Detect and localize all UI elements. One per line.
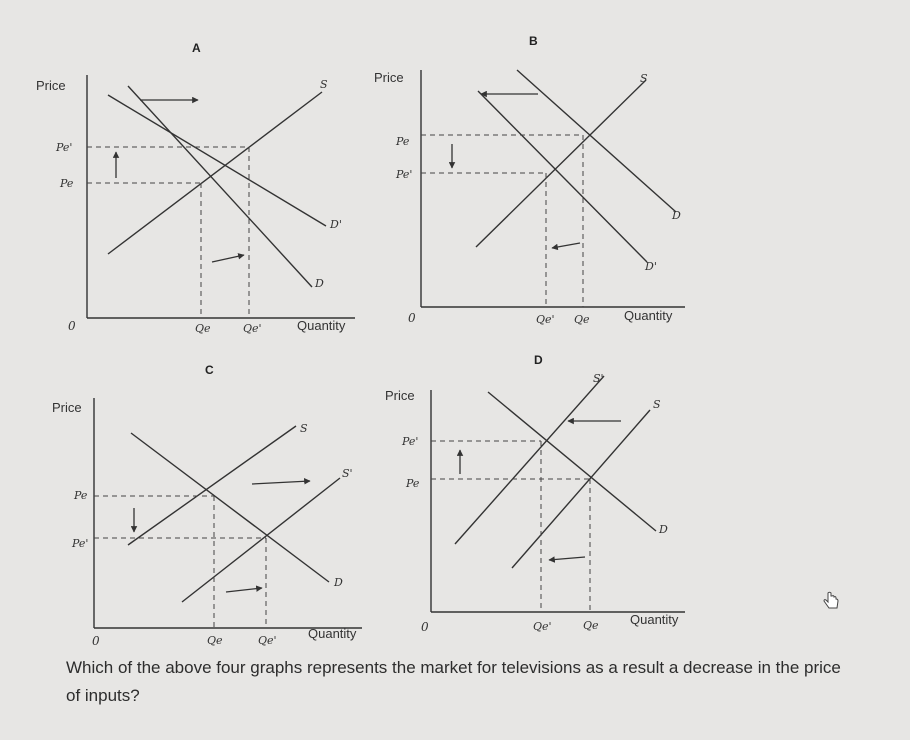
demand-curve-old-b [517,70,676,212]
supply-curve-old-d [512,410,650,568]
quantity-axis-label-a: Quantity [297,318,346,333]
demand-curve-c [131,433,329,582]
demand-curve-new-a [108,95,326,226]
price-label-lower-d: Pe [406,477,420,490]
supply-label-a: S [320,78,328,91]
demand-curve-old-a [128,86,312,287]
supply-label-b: S [640,72,648,85]
demand-label-d: D [659,523,668,536]
price-label-upper-d: Pe' [402,435,419,448]
quantity-label-right-c: Qe' [258,634,277,647]
price-label-lower-b: Pe' [396,168,413,181]
quantity-arrow-b [552,243,580,248]
demand-label-old-a: D [315,277,324,290]
supply-label-new-c: S' [342,467,353,480]
graph-c [52,363,362,648]
demand-label-new-a: D' [330,218,342,231]
price-axis-label-a: Price [36,78,66,93]
price-axis-label-d: Price [385,388,415,403]
quantity-arrow-c [226,588,262,592]
quantity-axis-label-d: Quantity [630,612,679,627]
demand-curve-new-b [478,91,647,262]
price-label-upper-a: Pe' [56,141,73,154]
graph-title-a: A [192,41,201,55]
quantity-label-right-b: Qe [574,313,590,326]
demand-label-old-b: D [672,209,681,222]
quantity-label-left-a: Qe [195,322,211,335]
quantity-label-left-c: Qe [207,634,223,647]
graph-a [36,41,355,335]
supply-label-old-d: S [653,398,661,411]
supply-curve-new-d [455,376,604,544]
hand-pointer-icon [820,590,842,618]
question-text: Which of the above four graphs represents the market for televisions as a result a decrease in the price of inputs? [66,658,841,705]
supply-curve-a [108,92,322,254]
price-axis-label-c: Price [52,400,82,415]
graph-b [374,34,685,326]
price-label-upper-b: Pe [396,135,410,148]
quantity-label-left-d: Qe' [533,620,552,633]
price-label-upper-c: Pe [74,489,88,502]
price-label-lower-c: Pe' [72,537,89,550]
quantity-axis-label-b: Quantity [624,308,673,323]
supply-curve-new-c [182,478,340,602]
graph-title-c: C [205,363,214,377]
price-axis-label-b: Price [374,70,404,85]
origin-a: 0 [68,319,76,333]
demand-label-c: D [334,576,343,589]
quantity-axis-label-c: Quantity [308,626,357,641]
shift-arrow-c [252,481,310,484]
origin-c: 0 [92,634,100,648]
origin-d: 0 [421,620,429,634]
quantity-label-left-b: Qe' [536,313,555,326]
quantity-label-right-a: Qe' [243,322,262,335]
supply-label-new-d: S' [593,372,604,385]
supply-label-old-c: S [300,422,308,435]
price-label-lower-a: Pe [60,177,74,190]
origin-b: 0 [408,311,416,325]
supply-curve-old-c [128,426,296,545]
quantity-label-right-d: Qe [583,619,599,632]
demand-label-new-b: D' [645,260,657,273]
quantity-arrow-a [212,255,244,262]
graph-d [385,353,685,634]
graph-title-d: D [534,353,543,367]
quantity-arrow-d [549,557,585,560]
graph-title-b: B [529,34,538,48]
supply-curve-b [476,80,646,247]
